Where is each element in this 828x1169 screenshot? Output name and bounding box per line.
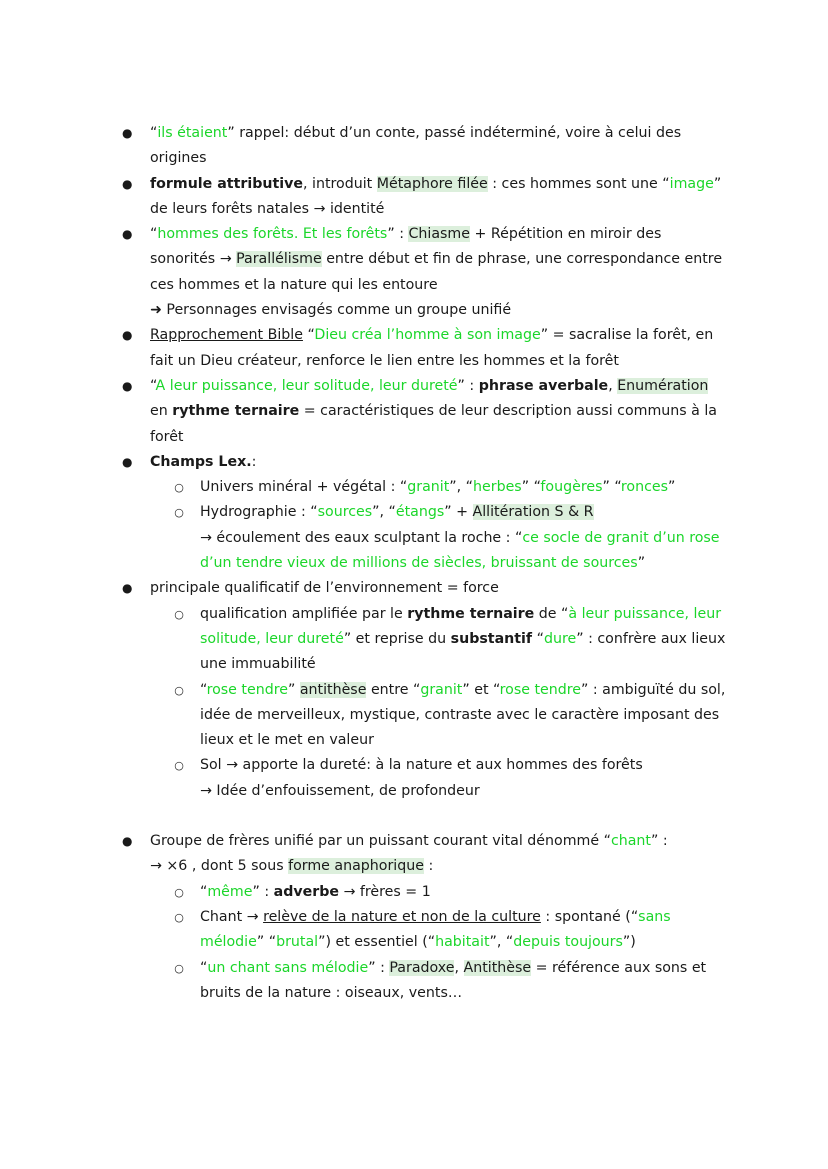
quote-text: à leur puissance, leur solitude, leur dureté — [200, 605, 722, 647]
quote-text: un chant sans mélodie — [207, 959, 369, 976]
sub-list-item: ○ Sol → apporte la dureté: à la nature et aux hommes des forêts → Idée d’enfouissement, de profondeur — [200, 753, 730, 804]
bullet-icon: ● — [122, 834, 133, 849]
sub-list-item: ○ Chant → relève de la nature et non de la culture : spontané (“sans mélodie” “brutal”) et essentiel (“habitait”, “depuis toujours”) — [200, 905, 730, 956]
circle-bullet-icon: ○ — [174, 683, 184, 697]
underlined-term: Rapprochement Bible — [150, 327, 303, 344]
list-item: ● Champs Lex.: — [150, 450, 730, 475]
bullet-icon: ● — [122, 454, 133, 469]
quote-text: rose tendre — [499, 681, 581, 698]
quote-text: sources — [317, 504, 373, 521]
highlight-term: Enumération — [617, 377, 709, 394]
circle-bullet-icon: ○ — [174, 885, 184, 899]
quote-text: ils étaient — [157, 125, 228, 141]
quote-text: fougères — [540, 479, 603, 496]
sub-list-item: ○ “un chant sans mélodie” : Paradoxe, Antithèse = référence aux sons et bruits de la nature : oiseaux, vents… — [200, 956, 730, 1007]
quote-text: herbes — [473, 479, 522, 496]
circle-bullet-icon: ○ — [174, 506, 184, 520]
bullet-icon: ● — [122, 328, 133, 343]
list-item: ● formule attributive, introduit Métaphore filée : ces hommes sont une “image” de leurs forêts natales → identité — [150, 172, 730, 223]
sub-list-item: ○ Univers minéral + végétal : “granit”, “herbes” “fougères” “ronces” — [200, 475, 730, 500]
circle-bullet-icon: ○ — [174, 961, 184, 975]
quote-text: depuis toujours — [513, 934, 623, 951]
bullet-icon: ● — [122, 227, 133, 242]
quote-text: rose tendre — [206, 681, 288, 698]
sub-list-item: ○ “même” : adverbe → frères = 1 — [200, 880, 730, 905]
highlight-term: Paradoxe — [389, 959, 455, 976]
quote-text: ce socle de granit d’un rose d’un tendre vieux de millions de siècles, bruissant de sources — [200, 529, 720, 572]
circle-bullet-icon: ○ — [174, 607, 184, 621]
quote-text: habitait — [435, 934, 490, 951]
arrow-right-icon: ➜ — [150, 302, 162, 319]
quote-text: Dieu créa l’homme à son image — [314, 327, 541, 344]
quote-text: granit — [420, 681, 463, 698]
quote-text: ronces — [620, 479, 669, 496]
quote-text: granit — [407, 479, 450, 496]
bullet-icon: ● — [122, 378, 133, 393]
quote-text: hommes des forêts. Et les forêts — [157, 226, 388, 243]
highlight-term: Antithèse — [463, 959, 532, 976]
list-item: ● principale qualificatif de l’environnement = force — [150, 576, 730, 601]
sub-list-item: ○ Hydrographie : “sources”, “étangs” + Allitération S & R → écoulement des eaux sculptant la roche : “ce socle de granit d’un rose d’un tendre vieux de millions de siècles, bruissant de sources” — [200, 500, 730, 576]
underlined-term: relève de la nature et non de la culture — [263, 908, 541, 925]
list-item: ● Groupe de frères unifié par un puissant courant vital dénommé “chant” : → ×6 , dont 5 sous forme anaphorique : — [150, 829, 730, 880]
list-item: ● Rapprochement Bible “Dieu créa l’homme à son image” = sacralise la forêt, en fait un Dieu créateur, renforce le lien entre les hommes et la forêt — [150, 323, 730, 374]
highlight-term: antithèse — [299, 681, 367, 698]
quote-text: sans mélodie — [200, 908, 671, 951]
quote-text: chant — [610, 833, 651, 850]
sub-list-item: ○ qualification amplifiée par le rythme ternaire de “à leur puissance, leur solitude, leur dureté” et reprise du substantif “dure” : confrère aux lieux une immuabilité — [200, 602, 730, 678]
quote-text: même — [207, 883, 253, 900]
list-item: ● “hommes des forêts. Et les forêts” : Chiasme + Répétition en miroir des sonorités → Parallélisme entre début et fin de phrase, une correspondance entre ces hommes et la nature qui les entoure ➜ Personnages envisagés comme un groupe unifié — [150, 222, 730, 323]
quote-text: étangs — [395, 504, 445, 521]
highlight-term: Chiasme — [408, 226, 470, 243]
list-item: ● “ils étaient” rappel: début d’un conte, passé indéterminé, voire à celui des origines — [150, 121, 730, 172]
circle-bullet-icon: ○ — [174, 481, 184, 495]
notes-content — [122, 121, 730, 1006]
quote-text: dure — [543, 630, 577, 647]
quote-text: A leur puissance, leur solitude, leur dureté — [155, 377, 458, 394]
highlight-term: Allitération S & R — [472, 504, 594, 521]
sub-list-item: ○ “rose tendre” antithèse entre “granit” et “rose tendre” : ambiguïté du sol, idée de merveilleux, mystique, contraste avec le caractère imposant des lieux et le met en valeur — [200, 678, 730, 754]
highlight-term: Parallélisme — [236, 251, 322, 268]
bullet-icon: ● — [122, 126, 133, 140]
highlight-term: forme anaphorique — [288, 858, 424, 875]
blank-line — [150, 804, 730, 829]
circle-bullet-icon: ○ — [174, 759, 184, 773]
bullet-icon: ● — [122, 581, 133, 596]
quote-text: image — [669, 175, 714, 192]
list-item: ● “A leur puissance, leur solitude, leur dureté” : phrase averbale, Enumération en rythme ternaire = caractéristiques de leur description aussi communs à la forêt — [150, 374, 730, 450]
highlight-term: Métaphore filée — [376, 175, 488, 192]
circle-bullet-icon: ○ — [174, 910, 184, 924]
bullet-icon: ● — [122, 176, 133, 191]
quote-text: brutal — [276, 934, 319, 951]
